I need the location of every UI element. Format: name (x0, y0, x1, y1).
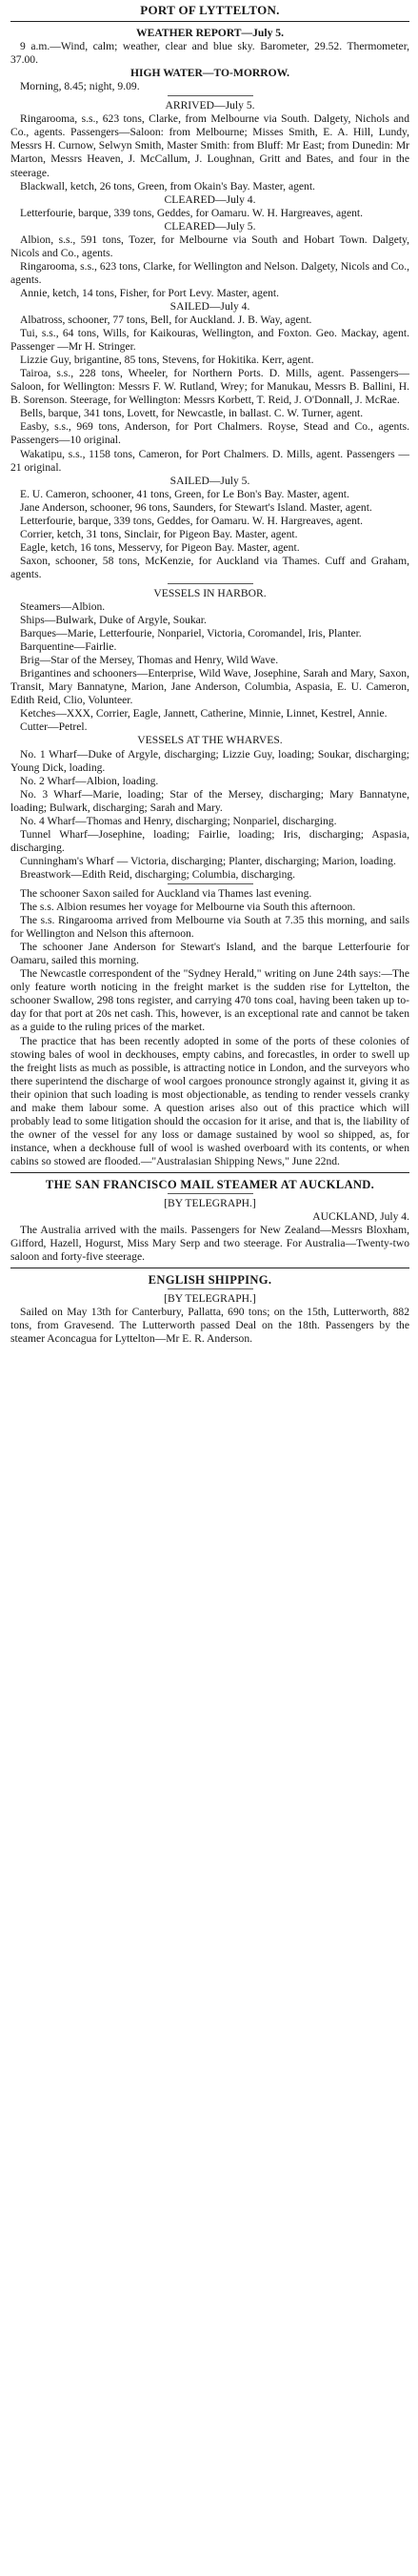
sailed-entry: Lizzie Guy, brigantine, 85 tons, Stevens, for Hokitika. Kerr, agent. (20, 354, 314, 367)
sailed-entry: Albatross, schooner, 77 tons, Bell, for Auckland. J. B. Way, agent. (20, 314, 312, 327)
wharf-entry: No. 1 Wharf—Duke of Argyle, discharging; Lizzie Guy, loading; Soukar, discharging; Young Dick, loading. (10, 747, 409, 774)
sailed-entry: Jane Anderson, schooner, 96 tons, Saunders, for Stewart's Island. Master, agent. (20, 500, 372, 514)
high-water-text: Morning, 8.45; night, 9.09. (20, 80, 140, 93)
sailed-entry: Wakatipu, s.s., 1158 tons, Cameron, for Port Chalmers. D. Mills, agent. Passengers — 21 original. (10, 447, 409, 474)
harbor-entry: Ships—Bulwark, Duke of Argyle, Soukar. (20, 614, 207, 627)
mail-byline: [BY TELEGRAPH.] (164, 1197, 256, 1210)
sailed-entry: E. U. Cameron, schooner, 41 tons, Green, for Le Bon's Bay. Master, agent. (20, 487, 349, 500)
sailed-entry: Eagle, ketch, 16 tons, Messervy, for Pigeon Bay. Master, agent. (20, 540, 300, 554)
harbor-entry: Cutter—Petrel. (20, 720, 88, 734)
arrived-heading: ARRIVED—July 5. (165, 99, 255, 112)
english-text: Sailed on May 13th for Canterbury, Pallatta, 690 tons; on the 15th, Lutterworth, 882 tons, from Gravesend. The Lutterworth passed Deal on the 18th. Passengers by the steamer Aconcagua for Lyttelton—Mr E. R. Anderson. (10, 1306, 409, 1346)
sailed-entry: Tairoa, s.s., 228 tons, Wheeler, for Northern Ports. D. Mills, agent. Passengers—Saloon, for Wellington: Messrs F. W. Rutland, Wrey; for Manukau, Messrs B. Ballini, H. B. Sorenson. Steerage, for Wellington: Messrs Korbett, T. Reid, J. O'Donnall, J. McRae. (10, 367, 409, 407)
news-paragraph: The practice that has been recently adopted in some of the ports of these colonies of stowing bales of wool in deckhouses, empty cabins, and forecastles, in order to swell up the freight lists as much as possible, is attracting notice in London, and the surveyors who there superintend the discharge of wool cargoes pronounce strongly against it, giving it as their opinion that such loading is most objectionable, as tending to render vessels cranky and make them labour some. A question arises also out of this practice which will probably lead to some litigation should the occasion for it arise, and that is, the liability of the owner of the vessel for any loss or damage sustained by wool so shipped, as, for instance, when a deckhouse full of wool is washed overboard with its contents, or when cabins so stowed are flooded.—"Australasian Shipping News," June 22nd. (10, 1034, 409, 1167)
vessels-in-harbor-heading: VESSELS IN HARBOR. (153, 586, 267, 599)
harbor-entry: Brig—Star of the Mersey, Thomas and Henry, Wild Wave. (20, 654, 279, 667)
news-paragraph: The s.s. Ringarooma arrived from Melbourne via South at 7.35 this morning, and sails for Wellington and Nelson this afternoon. (10, 914, 409, 941)
sailed-entry: Corrier, ketch, 31 tons, Sinclair, for Pigeon Bay. Master, agent. (20, 527, 298, 540)
sailed-entry: Bells, barque, 341 tons, Lovett, for Newcastle, in ballast. C. W. Turner, agent. (20, 407, 364, 420)
sailed-entry: Saxon, schooner, 58 tons, McKenzie, for Auckland via Thames. Cuff and Graham, agents. (10, 554, 409, 580)
divider (168, 1193, 253, 1194)
divider (168, 883, 253, 884)
sailed-july-4-heading: SAILED—July 4. (169, 299, 250, 313)
harbor-entry: Barques—Marie, Letterfourie, Nonpariel, Victoria, Coromandel, Iris, Planter. (20, 627, 362, 640)
cleared-entry: Ringarooma, s.s., 623 tons, Clarke, for Wellington and Nelson. Dalgety, Nicols and Co., agents. (10, 259, 409, 286)
wharf-entry: Tunnel Wharf—Josephine, loading; Fairlie, loading; Iris, discharging; Aspasia, discharging. (10, 827, 409, 854)
arrived-entry: Blackwall, ketch, 26 tons, Green, from Okain's Bay. Master, agent. (20, 179, 315, 193)
mail-steamer-heading: THE SAN FRANCISCO MAIL STEAMER AT AUCKLAND. (45, 1177, 375, 1191)
news-paragraph: The schooner Saxon sailed for Auckland via Thames last evening. (20, 887, 312, 900)
harbor-entry: Brigantines and schooners—Enterprise, Wild Wave, Josephine, Sarah and Mary, Saxon, Transit, Mary Bannatyne, Marion, Jane Anderson, Columbia, Aspasia, E. U. Cameron, Edith Reid, Clio, Volunteer. (10, 667, 409, 707)
divider (168, 95, 253, 96)
cleared-entry: Letterfourie, barque, 339 tons, Geddes, for Oamaru. W. H. Hargreaves, agent. (20, 206, 364, 219)
cleared-entry: Annie, ketch, 14 tons, Fisher, for Port Levy. Master, agent. (20, 286, 280, 299)
sailed-july-5-heading: SAILED—July 5. (169, 474, 250, 487)
harbor-entry: Barquentine—Fairlie. (20, 640, 117, 654)
weather-report-text: 9 a.m.—Wind, calm; weather, clear and blue sky. Barometer, 29.52. Thermometer, 37.00. (10, 40, 409, 67)
wharf-entry: Cunningham's Wharf — Victoria, discharging; Planter, discharging; Marion, loading. (20, 854, 396, 867)
mail-text: The Australia arrived with the mails. Passengers for New Zealand—Messrs Bloxham, Gifford, Hazell, Hogurst, Miss Mary Serp and two steerage. For Australia—Twenty-two saloon and forty-five steerage. (10, 1224, 409, 1264)
divider (10, 21, 409, 22)
cleared-entry: Albion, s.s., 591 tons, Tozer, for Melbourne via South and Hobart Town. Dalgety, Nicols and Co., agents. (10, 233, 409, 259)
harbor-entry: Ketches—XXX, Corrier, Eagle, Jannett, Catherine, Minnie, Linnet, Kestrel, Annie. (20, 707, 388, 720)
wharf-entry: No. 3 Wharf—Marie, loading; Star of the Mersey, discharging; Mary Bannatyne, loading; Bulwark, discharging; Sarah and Mary. (10, 787, 409, 814)
vessels-at-wharves-heading: VESSELS AT THE WHARVES. (137, 734, 283, 747)
wharf-entry: Breastwork—Edith Reid, discharging; Columbia, discharging. (20, 867, 296, 881)
cleared-july-5-heading: CLEARED—July 5. (164, 219, 256, 233)
cleared-july-4-heading: CLEARED—July 4. (164, 193, 256, 206)
mail-dateline: AUCKLAND, July 4. (312, 1210, 409, 1224)
harbor-entry: Steamers—Albion. (20, 600, 106, 614)
wharf-entry: No. 4 Wharf—Thomas and Henry, discharging; Nonpariel, discharging. (20, 814, 337, 827)
sailed-entry: Letterfourie, barque, 339 tons, Geddes, for Oamaru. W. H. Hargreaves, agent. (20, 514, 364, 527)
sailed-entry: Tui, s.s., 64 tons, Wills, for Kaikouras, Wellington, and Foxton. Geo. Mackay, agent. Passenger —Mr H. Stringer. (10, 327, 409, 354)
divider (168, 1288, 253, 1289)
wharf-entry: No. 2 Wharf—Albion, loading. (20, 774, 159, 787)
sailed-entry: Easby, s.s., 969 tons, Anderson, for Port Chalmers. Royse, Stead and Co., agents. Passengers—10 original. (10, 420, 409, 447)
news-paragraph: The Newcastle correspondent of the "Sydney Herald," writing on June 24th says:—The only feature worth noticing in the freight market is the sudden rise for Lyttelton, the schooner Swallow, 298 tons register, and carrying 470 tons coal, having been taken up to-day for that port at 20s net cash. This, however, is an exceptional rate and cannot be taken as a guide to the ruling prices of the market. (10, 967, 409, 1034)
news-paragraph: The s.s. Albion resumes her voyage for Melbourne via South this afternoon. (20, 901, 356, 914)
weather-report-heading: WEATHER REPORT—July 5. (136, 27, 284, 40)
english-shipping-heading: ENGLISH SHIPPING. (148, 1273, 272, 1288)
high-water-heading: HIGH WATER—TO-MORROW. (129, 67, 290, 80)
divider (168, 583, 253, 584)
divider (10, 1172, 409, 1173)
page-title: PORT OF LYTTELTON. (140, 3, 280, 17)
arrived-entry: Ringarooma, s.s., 623 tons, Clarke, from Melbourne via South. Dalgety, Nichols and Co., agents. Passengers—Saloon: from Melbourne; Misses Smith, E. A. Hill, Lundy, Messrs H. Curnow, Selwyn Smith, Master Smith: from Bluff: Mr East; from Dunedin: Mr Marton, Messrs Heaven, J. McCallum, J. Loughnan, Gritt and Bates, and four in the steerage. (10, 112, 409, 179)
news-paragraph: The schooner Jane Anderson for Stewart's Island, and the barque Letterfourie for Oamaru, sailed this morning. (10, 941, 409, 967)
english-byline: [BY TELEGRAPH.] (164, 1292, 256, 1306)
